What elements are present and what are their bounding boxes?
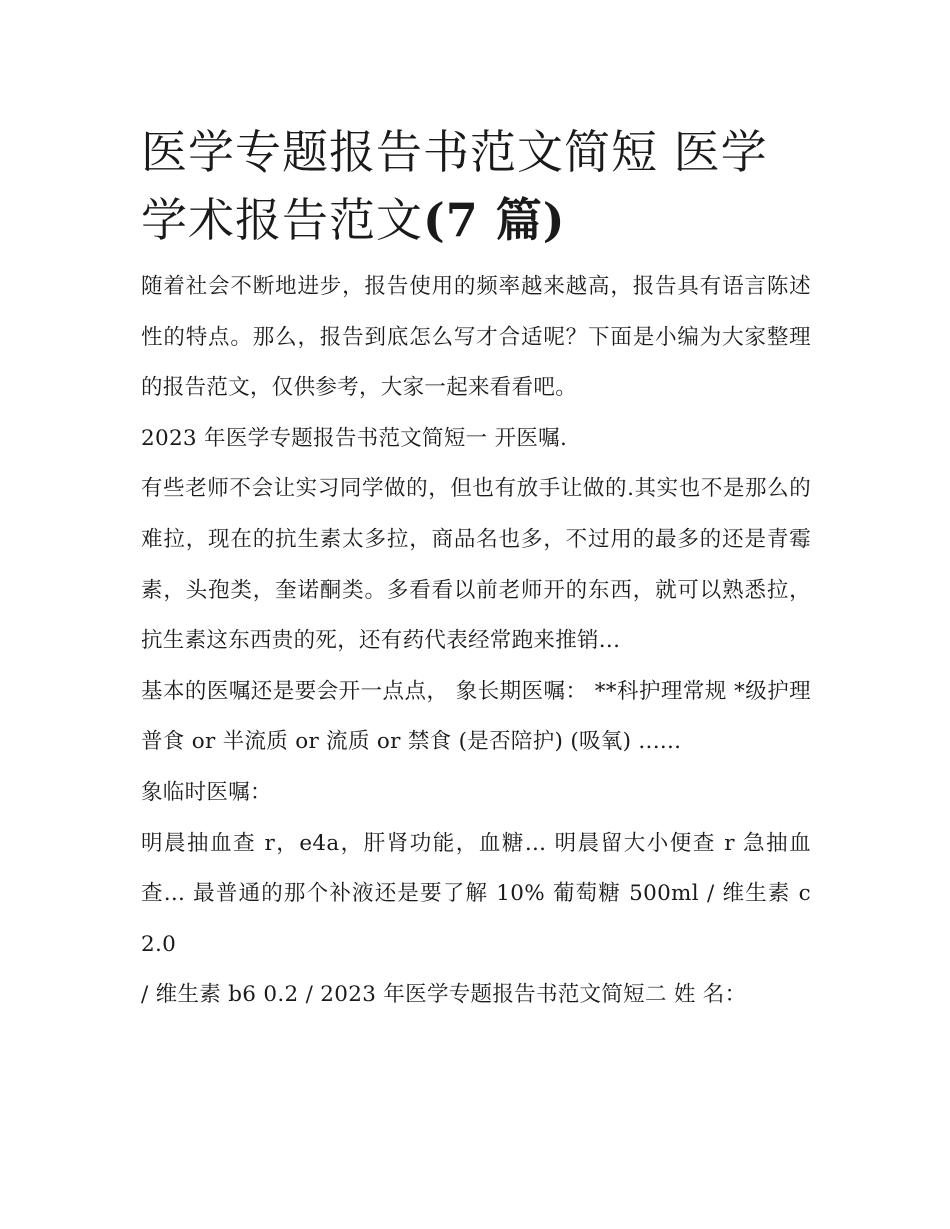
paragraph-section-one-heading: 2023 年医学专题报告书范文简短一 开医嘱. — [141, 425, 568, 451]
title-text: 医学专题报告书范文简短 医学学术报告范文 — [141, 125, 768, 247]
paragraph-temporary-orders: 象临时医嘱： — [141, 779, 272, 805]
paragraph-intro: 随着社会不断地进步，报告使用的频率越来越高，报告具有语言陈述性的特点。那么，报告到底怎么写才合适呢？下面是小编为大家整理的报告范文，仅供参考，大家一起来看看吧。 — [141, 274, 811, 401]
paragraph-long-term-orders: 基本的医嘱还是要会开一点点， 象长期医嘱： **科护理常规 *级护理 普食 or 半流质 or 流质 or 禁食 (是否陪护) (吸氧) ...... — [141, 678, 811, 755]
paragraph-section-two-heading: / 维生素 b6 0.2 / 2023 年医学专题报告书范文简短二 姓 名： — [141, 982, 747, 1008]
document-page — [141, 118, 811, 1021]
paragraph-body-1: 有些老师不会让实习同学做的，但也有放手让做的.其实也不是那么的难拉，现在的抗生素太多拉，商品名也多，不过用的最多的还是青霉素，头孢类，奎诺酮类。多看看以前老师开的东西，就可以熟悉拉，抗生素这东西贵的死，还有药代表经常跑来推销... — [141, 476, 811, 654]
document-title — [141, 118, 811, 254]
title-count: (7 篇) — [423, 193, 566, 247]
paragraph-blood-test: 明晨抽血查 r，e4a，肝肾功能，血糖... 明晨留大小便查 r 急抽血查... 最普通的那个补液还是要了解 10% 葡萄糖 500ml / 维生素 c 2.0 — [141, 830, 811, 957]
